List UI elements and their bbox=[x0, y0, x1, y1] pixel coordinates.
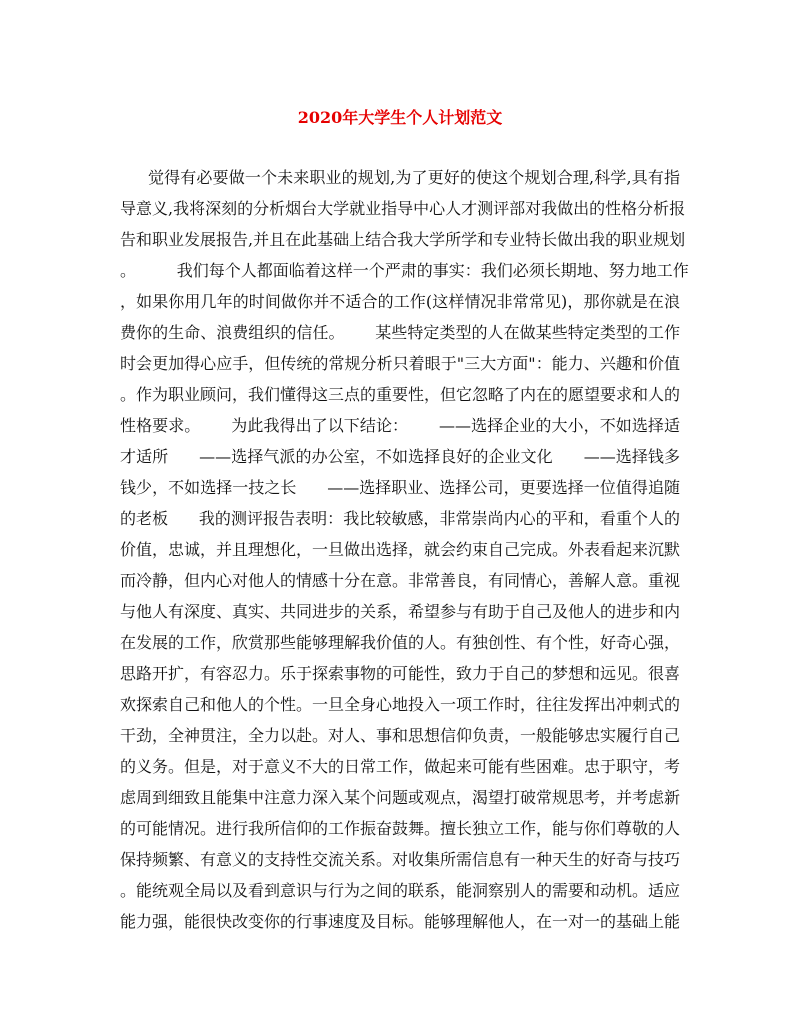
body-line: 时会更加得心应手，但传统的常规分析只着眼于"三大方面"：能力、兴趣和价值 bbox=[120, 354, 680, 373]
body-line: 的义务。但是，对于意义不大的日常工作，做起来可能有些困难。忠于职守，考 bbox=[120, 757, 681, 776]
body-line: 。作为职业顾问，我们懂得这三点的重要性，但它忽略了内在的愿望要求和人的 bbox=[120, 385, 681, 404]
body-line: 才适所 ——选择气派的办公室，不如选择良好的企业文化 ——选择钱多 bbox=[120, 447, 680, 466]
body-line: 保持频繁、有意义的支持性交流关系。对收集所需信息有一种天生的好奇与技巧 bbox=[120, 850, 681, 869]
body-line: 虑周到细致且能集中注意力深入某个问题或观点，渴望打破常规思考，并考虑新 bbox=[120, 788, 681, 807]
body-line: 的可能情况。进行我所信仰的工作振奋鼓舞。擅长独立工作，能与你们尊敬的人 bbox=[120, 819, 681, 838]
body-line: 能力强，能很快改变你的行事速度及目标。能够理解他人，在一对一的基础上能 bbox=[120, 912, 681, 931]
body-line: 钱少，不如选择一技之长 ——选择职业、选择公司，更要选择一位值得追随 bbox=[120, 478, 680, 497]
body-line: 干劲，全神贯注，全力以赴。对人、事和思想信仰负责，一般能够忠实履行自己 bbox=[120, 726, 681, 745]
body-line: 与他人有深度、真实、共同进步的关系，希望参与有助于自己及他人的进步和内 bbox=[120, 602, 681, 621]
document-body bbox=[120, 162, 689, 937]
body-line: 。 我们每个人都面临着这样一个严肃的事实：我们必须长期地、努力地工作 bbox=[120, 261, 689, 280]
body-line: 而冷静，但内心对他人的情感十分在意。非常善良，有同情心，善解人意。重视 bbox=[120, 571, 681, 590]
body-line: 觉得有必要做一个未来职业的规划,为了更好的使这个规划合理,科学,具有指 bbox=[148, 168, 680, 187]
body-line: 思路开扩，有容忍力。乐于探索事物的可能性，致力于自己的梦想和远见。很喜 bbox=[120, 664, 681, 683]
body-line: ，如果你用几年的时间做你并不适合的工作(这样情况非常常见)，那你就是在浪 bbox=[120, 292, 680, 311]
body-line: 性格要求。 为此我得出了以下结论： ——选择企业的大小，不如选择适 bbox=[120, 416, 680, 435]
body-line: 价值，忠诚，并且理想化，一旦做出选择，就会约束自己完成。外表看起来沉默 bbox=[120, 540, 681, 559]
body-line: 导意义,我将深刻的分析烟台大学就业指导中心人才测评部对我做出的性格分析报 bbox=[120, 199, 686, 218]
document-title: 2020年大学生个人计划范文 bbox=[297, 108, 503, 127]
body-line: 。能统观全局以及看到意识与行为之间的联系，能洞察别人的需要和动机。适应 bbox=[120, 881, 681, 900]
body-line: 的老板 我的测评报告表明：我比较敏感，非常崇尚内心的平和，看重个人的 bbox=[120, 509, 680, 528]
body-line: 在发展的工作，欣赏那些能够理解我价值的人。有独创性、有个性，好奇心强， bbox=[120, 633, 681, 652]
body-line: 欢探索自己和他人的个性。一旦全身心地投入一项工作时，往往发挥出冲刺式的 bbox=[120, 695, 681, 714]
body-line: 告和职业发展报告,并且在此基础上结合我大学所学和专业特长做出我的职业规划 bbox=[120, 230, 686, 249]
body-line: 费你的生命、浪费组织的信任。 某些特定类型的人在做某些特定类型的工作 bbox=[120, 323, 680, 342]
